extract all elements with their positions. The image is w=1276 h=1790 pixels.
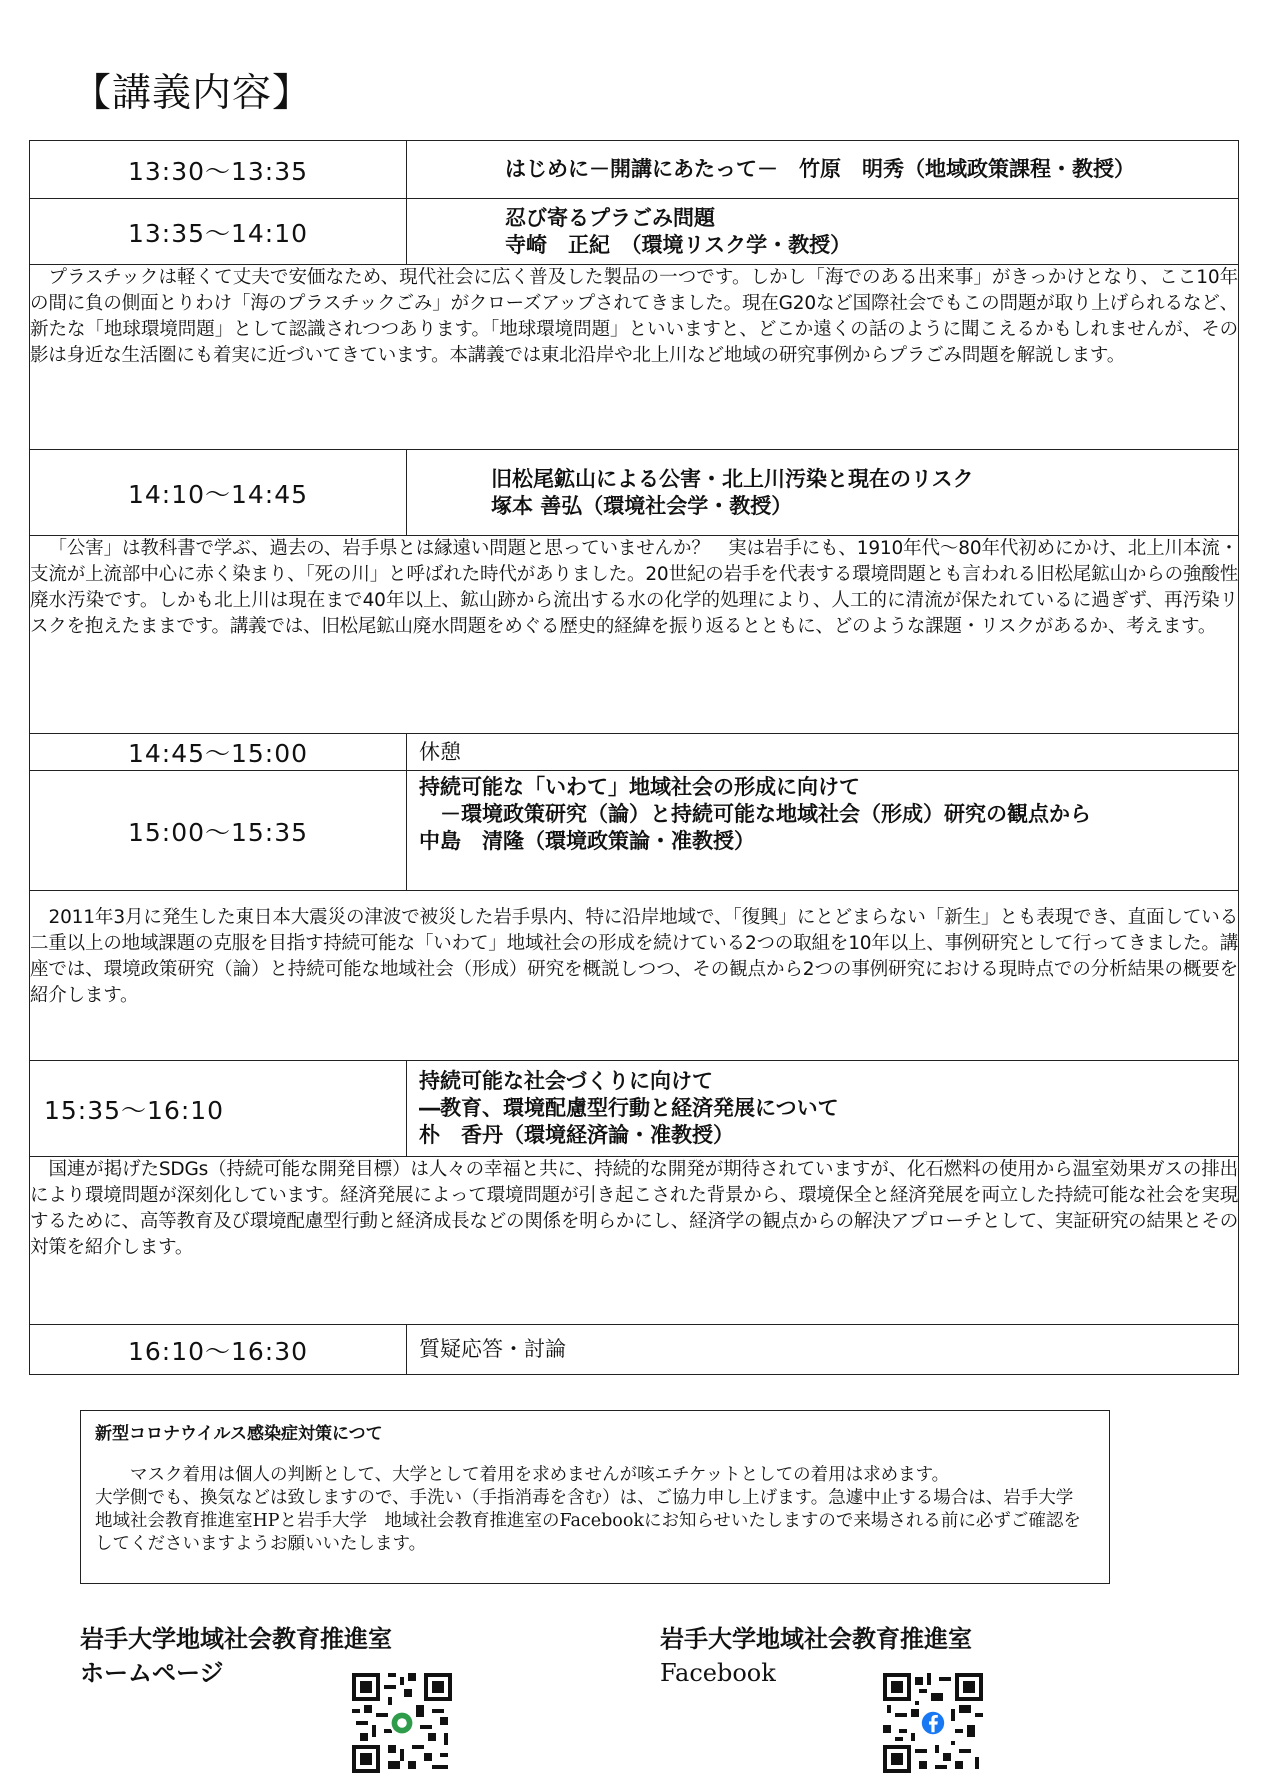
session-speaker: 寺崎 正紀 （環境リスク学・教授） [505, 232, 852, 257]
session-time: 14:45～15:00 [30, 734, 407, 771]
notice-paragraph: 大学側でも、換気などは致しますので、手洗い（手指消毒を含む）は、ご協力申し上げます。急遽中止する場合は、岩手大学 地域社会教育推進室HPと岩手大学 地域社会教育推進室のFacebookにお知らせいたしますので来場される前に必ずご確認をしてくださいますようお願いいたします。 [95, 1488, 1091, 1554]
session-speaker: 中島 清隆（環境政策論・准教授） [419, 829, 755, 853]
schedule-row [30, 450, 1239, 536]
facebook-qr-code-icon[interactable] [883, 1673, 983, 1773]
session-title: 忍び寄るプラごみ問題 [505, 205, 715, 230]
footer-facebook-label: Facebook [660, 1659, 776, 1687]
footer-facebook-title: 岩手大学地域社会教育推進室 [660, 1625, 972, 1653]
session-time: 14:10～14:45 [30, 450, 407, 536]
homepage-qr-code-icon[interactable] [352, 1673, 452, 1773]
session-subtitle: ―教育、環境配慮型行動と経済発展について [419, 1096, 839, 1120]
footer-homepage-title: 岩手大学地域社会教育推進室 [80, 1625, 392, 1653]
footer-homepage-label: ホームページ [80, 1659, 224, 1687]
session-time: 15:00～15:35 [30, 771, 407, 891]
schedule-row [30, 141, 1239, 199]
schedule-row [30, 771, 1239, 891]
session-speaker: 朴 香丹（環境経済論・准教授） [419, 1123, 734, 1147]
schedule-row [30, 1061, 1239, 1157]
page-title: 【講義内容】 [72, 71, 313, 116]
notice-paragraph: マスク着用は個人の判断として、大学として着用を求めませんが咳エチケットとしての着用は求めます。 [130, 1465, 950, 1485]
session-time: 16:10～16:30 [30, 1325, 407, 1375]
notice-body [95, 1464, 1095, 1556]
covid-notice-box [80, 1410, 1110, 1584]
session-title: 持続可能な「いわて」地域社会の形成に向けて [419, 775, 860, 799]
session-speaker: 塚本 善弘（環境社会学・教授） [491, 493, 793, 518]
schedule-row [30, 199, 1239, 265]
session-subtitle: －環境政策研究（論）と持続可能な地域社会（形成）研究の観点から [419, 802, 1091, 826]
session-description: 国連が掲げたSDGs（持続可能な開発目標）は人々の幸福と共に、持続的な開発が期待されていますが、化石燃料の使用から温室効果ガスの排出により環境問題が深刻化しています。経済発展によって環境問題が引き起こされた背景から、環境保全と経済発展を両立した持続可能な社会を実現するために、高等教育及び環境配慮型行動と経済成長などの関係を明らかにし、経済学の観点からの解決アプローチとして、実証研究の結果とその対策を紹介します。 [30, 1159, 1238, 1258]
session-title: 質疑応答・討論 [419, 1337, 566, 1361]
schedule-row [30, 1325, 1239, 1375]
notice-title: 新型コロナウイルス感染症対策につて [95, 1424, 383, 1444]
description-row [30, 891, 1239, 1061]
description-row [30, 1157, 1239, 1325]
footer-homepage [80, 1622, 392, 1690]
session-time: 13:30～13:35 [30, 141, 407, 199]
session-description: プラスチックは軽くて丈夫で安価なため、現代社会に広く普及した製品の一つです。しかし「海でのある出来事」がきっかけとなり、ここ10年の間に負の側面とりわけ「海のプラスチックごみ」がクローズアップされてきました。現在G20など国際社会でもこの問題が取り上げられるなど、新たな「地球環境問題」として認識されつつあります。「地球環境問題」といいますと、どこか遠くの話のように聞こえるかもしれませんが、その影は身近な生活圏にも着実に近づいてきています。本講義では東北沿岸や北上川など地域の研究事例からプラごみ問題を解説します。 [30, 267, 1238, 366]
session-title: 休憩 [419, 739, 461, 764]
session-title: 持続可能な社会づくりに向けて [419, 1069, 713, 1093]
session-title: はじめに－開講にあたって－ 竹原 明秀（地域政策課程・教授） [505, 157, 1135, 181]
session-description: 2011年3月に発生した東日本大震災の津波で被災した岩手県内、特に沿岸地域で、「復興」にとどまらない「新生」とも表現でき、直面している二重以上の地域課題の克服を目指す持続可能な「いわて」地域社会の形成を続けている2つの取組を10年以上、事例研究として行ってきました。講座では、環境政策研究（論）と持続可能な地域社会（形成）研究を概説しつつ、その観点から2つの事例研究における現時点での分析結果の概要を紹介します。 [30, 907, 1238, 1006]
schedule-table [29, 140, 1239, 1375]
session-description: 「公害」は教科書で学ぶ、過去の、岩手県とは縁遠い問題と思っていませんか？ 実は岩手にも、1910年代～80年代初めにかけ、北上川本流・支流が上流部中心に赤く染まり、「死の川」と呼ばれた時代がありました。20世紀の岩手を代表する環境問題とも言われる旧松尾鉱山からの強酸性廃水汚染です。しかも北上川は現在まで40年以上、鉱山跡から流出する水の化学的処理により、人工的に清流が保たれているに過ぎず、再汚染リスクを抱えたままです。講義では、旧松尾鉱山廃水問題をめぐる歴史的経緯を振り返るとともに、どのような課題・リスクがあるか、考えます。 [30, 538, 1238, 637]
schedule-row [30, 734, 1239, 771]
session-time: 13:35～14:10 [30, 199, 407, 265]
session-title: 旧松尾鉱山による公害・北上川汚染と現在のリスク [491, 466, 974, 491]
session-time: 15:35～16:10 [30, 1061, 407, 1157]
description-row [30, 536, 1239, 734]
description-row [30, 265, 1239, 450]
